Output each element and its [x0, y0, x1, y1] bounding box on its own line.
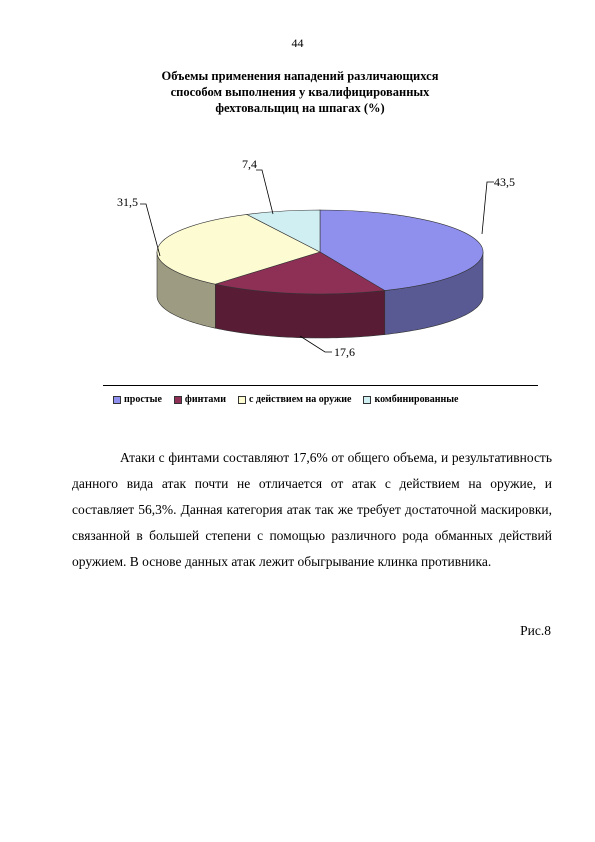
- paragraph: Атаки с финтами составляют 17,6% от общего объема, и результативность данного вида атак почти не отличается от атак с действием на оружие, и составляет 56,3%. Данная категория атак так же требует достаточной маскировки, связанной в большей степени с помощью различного рода обманных действий оружием. В основе данных атак лежит обыгрывание клинка противника.: [72, 450, 552, 569]
- pie-chart: [0, 140, 595, 370]
- legend-swatch: [174, 396, 182, 404]
- legend-item: [113, 394, 162, 405]
- data-label: 7,4: [242, 157, 257, 171]
- chart-title-line: способом выполнения у квалифицированных: [170, 85, 430, 99]
- data-label: 43,5: [494, 175, 515, 189]
- data-label: 31,5: [117, 195, 138, 209]
- body-text: [72, 445, 552, 575]
- chart-legend: [113, 394, 471, 405]
- chart-title: [120, 68, 480, 116]
- chart-title-line: Объемы применения нападений различающихся: [161, 69, 439, 83]
- legend-item: [174, 394, 226, 405]
- data-label: 17,6: [334, 345, 355, 359]
- legend-label: комбинированные: [374, 394, 459, 405]
- legend-label: простые: [124, 394, 162, 405]
- data-label-leader: [300, 336, 332, 352]
- legend-item: [238, 394, 351, 405]
- data-label-leader: [256, 170, 273, 214]
- legend-item: [363, 394, 458, 405]
- legend-divider: [103, 385, 538, 386]
- data-label-leader: [482, 182, 494, 234]
- data-label-leader: [140, 204, 160, 256]
- page-number: 44: [291, 36, 304, 50]
- figure-label: Рис.8: [520, 623, 551, 638]
- legend-swatch: [238, 396, 246, 404]
- legend-label: с действием на оружие: [248, 394, 352, 405]
- legend-swatch: [363, 396, 371, 404]
- chart-title-line: фехтовальщиц на шпагах (%): [215, 101, 385, 115]
- legend-swatch: [113, 396, 121, 404]
- legend-label: финтами: [184, 394, 226, 405]
